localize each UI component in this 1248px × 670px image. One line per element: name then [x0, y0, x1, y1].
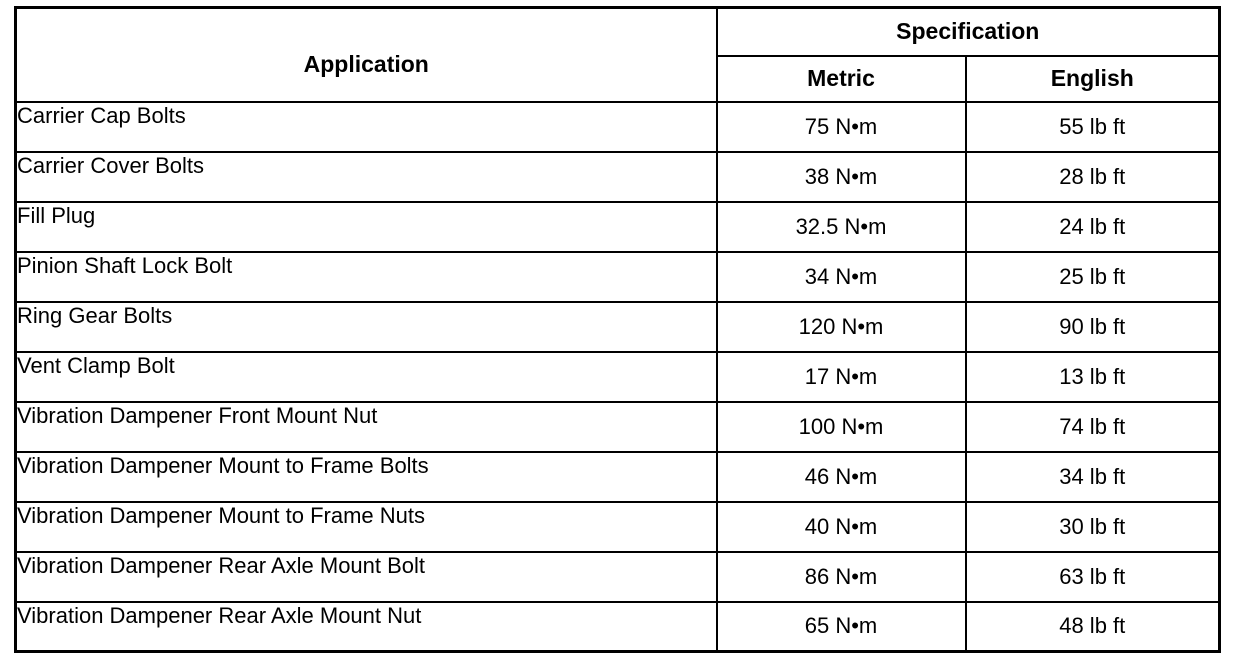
table-row: [16, 152, 1220, 202]
english-column-header: English: [966, 56, 1220, 102]
metric-cell: 38 N•m: [717, 152, 966, 202]
table-row: [16, 302, 1220, 352]
application-column-header: Application: [16, 8, 717, 102]
table-row: [16, 602, 1220, 652]
table-row: [16, 102, 1220, 152]
application-cell: Carrier Cap Bolts: [16, 102, 717, 152]
english-cell: 55 lb ft: [966, 102, 1220, 152]
application-cell: Pinion Shaft Lock Bolt: [16, 252, 717, 302]
application-cell: Vibration Dampener Mount to Frame Nuts: [16, 502, 717, 552]
metric-cell: 75 N•m: [717, 102, 966, 152]
application-cell: Vibration Dampener Rear Axle Mount Bolt: [16, 552, 717, 602]
english-cell: 28 lb ft: [966, 152, 1220, 202]
application-cell: Ring Gear Bolts: [16, 302, 717, 352]
table-row: [16, 402, 1220, 452]
english-cell: 13 lb ft: [966, 352, 1220, 402]
metric-cell: 40 N•m: [717, 502, 966, 552]
metric-column-header: Metric: [717, 56, 966, 102]
application-cell: Vibration Dampener Mount to Frame Bolts: [16, 452, 717, 502]
metric-cell: 32.5 N•m: [717, 202, 966, 252]
fastener-specification-table: [14, 6, 1221, 653]
metric-cell: 120 N•m: [717, 302, 966, 352]
english-cell: 24 lb ft: [966, 202, 1220, 252]
metric-cell: 65 N•m: [717, 602, 966, 652]
table-row: [16, 502, 1220, 552]
table-row: [16, 552, 1220, 602]
english-cell: 30 lb ft: [966, 502, 1220, 552]
english-cell: 74 lb ft: [966, 402, 1220, 452]
table-row: [16, 452, 1220, 502]
metric-cell: 17 N•m: [717, 352, 966, 402]
english-cell: 25 lb ft: [966, 252, 1220, 302]
english-cell: 90 lb ft: [966, 302, 1220, 352]
application-cell: Fill Plug: [16, 202, 717, 252]
metric-cell: 46 N•m: [717, 452, 966, 502]
metric-cell: 100 N•m: [717, 402, 966, 452]
metric-cell: 34 N•m: [717, 252, 966, 302]
table-row: [16, 202, 1220, 252]
application-cell: Vibration Dampener Front Mount Nut: [16, 402, 717, 452]
metric-cell: 86 N•m: [717, 552, 966, 602]
english-cell: 63 lb ft: [966, 552, 1220, 602]
application-cell: Vent Clamp Bolt: [16, 352, 717, 402]
application-cell: Carrier Cover Bolts: [16, 152, 717, 202]
header-row-top: [16, 8, 1220, 56]
english-cell: 34 lb ft: [966, 452, 1220, 502]
specification-column-header: Specification: [717, 8, 1220, 56]
application-cell: Vibration Dampener Rear Axle Mount Nut: [16, 602, 717, 652]
table-row: [16, 352, 1220, 402]
table-header: [16, 8, 1220, 102]
table-row: [16, 252, 1220, 302]
english-cell: 48 lb ft: [966, 602, 1220, 652]
table-body: [16, 102, 1220, 652]
